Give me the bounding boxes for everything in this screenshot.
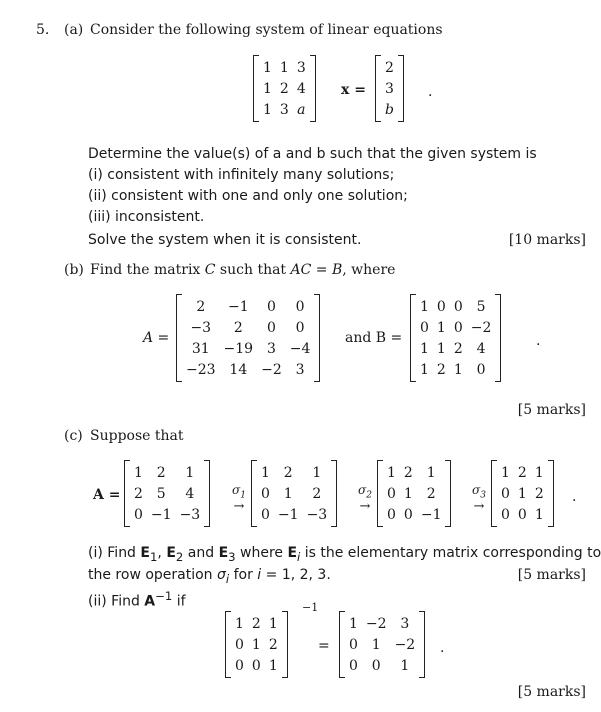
matrix-row [130, 483, 204, 504]
part-a-marks: [10 marks] [508, 232, 586, 248]
eq-period: . [428, 84, 433, 100]
part-c-ii-marks: [5 marks] [517, 684, 586, 700]
matrix-cell: 31 [191, 340, 210, 357]
matrix-cell: 5 [156, 485, 166, 502]
matrix-cell: 2 [279, 80, 289, 97]
matrix-row [259, 99, 310, 120]
matrix-row [383, 504, 445, 525]
matrix-cell: −4 [289, 340, 311, 357]
inverse-period: . [440, 640, 445, 656]
matrix-row [416, 359, 495, 380]
matrix-cell: 0 [476, 361, 486, 378]
matrix-row [231, 613, 282, 634]
matrix-cell: 14 [229, 361, 248, 378]
matrix-cell: −1 [420, 506, 442, 523]
part-c-i-line2: the row operation $\sigma_i$ for i = 1, 2, 3. [88, 567, 331, 586]
matrix-cell: 1 [263, 59, 272, 76]
matrix-cell: 3 [400, 615, 410, 632]
matrix-cell: 2 [196, 298, 206, 315]
matrix-cell: 4 [185, 485, 195, 502]
matrix-row [381, 78, 398, 99]
matrix-cell: 0 [517, 506, 527, 523]
matrix-cell: 0 [295, 298, 305, 315]
matrix-cell: 0 [453, 298, 463, 315]
matrix-cell: 0 [387, 485, 396, 502]
question-number: 5. [36, 22, 50, 38]
matrix-cell: −3 [306, 506, 328, 523]
matrix-row [416, 338, 495, 359]
matrix-cell: 2 [283, 464, 293, 481]
matrix-cell: 0 [295, 319, 305, 336]
matrix-cell: 1 [371, 636, 381, 653]
matrix-a-label-c: A = [93, 487, 121, 503]
matrix-cell: −2 [394, 636, 416, 653]
matrix-cell: 1 [235, 615, 244, 632]
part-c-i-line1: (i) Find $E_1$, $E_2$ and $E_3$ where $E_i$ is the elementary matrix corresponding to [88, 545, 601, 564]
matrix-cell: −19 [223, 340, 254, 357]
matrix-cell: 0 [387, 506, 396, 523]
matrix-cell: 3 [296, 59, 306, 76]
matrix-cell: 1 [534, 464, 544, 481]
matrix-row [345, 613, 419, 634]
part-b-period: . [536, 333, 541, 349]
matrix-cell: 0 [134, 506, 143, 523]
matrix-b [410, 294, 501, 382]
matrix-cell: 0 [501, 506, 510, 523]
matrix-cell: −1 [150, 506, 172, 523]
matrix-cell: 1 [261, 464, 270, 481]
matrix-cell: 1 [420, 361, 429, 378]
matrix-cell: 2 [453, 340, 463, 357]
matrix-cell: 1 [251, 636, 261, 653]
matrix-cell: 1 [534, 506, 544, 523]
matrix-cell: 4 [296, 80, 306, 97]
matrix-cell: 3 [279, 101, 289, 118]
matrix-row [416, 296, 495, 317]
matrix-cell: 2 [268, 636, 278, 653]
and-b-label: and B = [345, 330, 403, 346]
row-op-2: $\sigma_2$ → [358, 483, 372, 515]
matrix-cell: 3 [266, 340, 276, 357]
part-a-item-1: (i) consistent with infinitely many solutions; [88, 167, 395, 183]
matrix-cell: −2 [365, 615, 387, 632]
matrix-cell: 0 [349, 636, 358, 653]
matrix-row [259, 78, 310, 99]
matrix-row [130, 462, 204, 483]
matrix-row [257, 504, 331, 525]
part-b-label: (b) [64, 262, 84, 278]
matrix-row [497, 504, 548, 525]
row-op-1: $\sigma_1$ → [232, 483, 246, 515]
matrix-cell: 2 [385, 59, 394, 76]
matrix-row [182, 338, 314, 359]
matrix-row [383, 462, 445, 483]
part-c-period: . [572, 489, 577, 505]
matrix-cell: 1 [283, 485, 293, 502]
matrix-cell: 0 [266, 319, 276, 336]
matrix-row [257, 483, 331, 504]
matrix-cell: 2 [403, 464, 413, 481]
part-a-item-2: (ii) consistent with one and only one solution; [88, 188, 408, 204]
matrix-cell: 5 [476, 298, 486, 315]
matrix-cell: 1 [263, 101, 272, 118]
matrix-cell: a [297, 101, 306, 118]
matrix-cell: b [385, 101, 394, 118]
matrix-cell: 1 [501, 464, 510, 481]
row-op-3: $\sigma_3$ → [472, 483, 486, 515]
matrix-row [497, 462, 548, 483]
matrix-cell: 1 [426, 464, 436, 481]
matrix-a-start [124, 460, 210, 527]
inverse-equals: = [318, 638, 330, 654]
matrix-cell: 1 [268, 657, 278, 674]
matrix-row [381, 99, 398, 120]
matrix-cell: −2 [470, 319, 492, 336]
matrix-cell: 0 [266, 298, 276, 315]
part-b-marks: [5 marks] [517, 402, 586, 418]
matrix-cell: 1 [436, 319, 446, 336]
matrix-cell: 1 [312, 464, 322, 481]
matrix-cell: 1 [453, 361, 463, 378]
matrix-cell: −23 [186, 361, 216, 378]
matrix-cell: 0 [420, 319, 429, 336]
part-c-i-marks: [5 marks] [517, 567, 586, 583]
matrix-cell: 1 [420, 340, 429, 357]
inverse-result [339, 611, 425, 678]
matrix-cell: 1 [349, 615, 358, 632]
matrix-cell: 3 [385, 80, 394, 97]
part-a-prompt: Determine the value(s) of a and b such that the given system is [88, 146, 537, 162]
matrix-cell: 1 [420, 298, 429, 315]
part-a-label: (a) [64, 22, 84, 38]
inverse-matrix [225, 611, 288, 678]
matrix-cell: 0 [251, 657, 261, 674]
matrix-cell: 1 [279, 59, 289, 76]
matrix-row [345, 634, 419, 655]
matrix-cell: 0 [453, 319, 463, 336]
matrix-step-3 [491, 460, 554, 527]
matrix-cell: 2 [134, 485, 143, 502]
matrix-row [497, 483, 548, 504]
part-a-intro: Consider the following system of linear equations [90, 22, 443, 38]
inverse-exponent: −1 [302, 601, 319, 614]
part-a-solve: Solve the system when it is consistent. [88, 232, 362, 248]
matrix-cell: 1 [185, 464, 195, 481]
matrix-cell: 0 [501, 485, 510, 502]
matrix-cell: 0 [403, 506, 413, 523]
matrix-row [257, 462, 331, 483]
matrix-cell: 1 [134, 464, 143, 481]
part-b-intro: Find the matrix C such that AC = B, where [90, 262, 396, 278]
matrix-cell: 0 [371, 657, 381, 674]
matrix-cell: 2 [312, 485, 322, 502]
matrix-cell: 2 [517, 464, 527, 481]
coef-matrix [253, 55, 316, 122]
matrix-cell: 1 [268, 615, 278, 632]
matrix-a-label: A = [143, 330, 170, 346]
matrix-row [182, 317, 314, 338]
matrix-row [231, 634, 282, 655]
matrix-cell: 2 [233, 319, 243, 336]
rhs-vector [375, 55, 404, 122]
matrix-cell: −2 [261, 361, 282, 378]
matrix-row [130, 504, 204, 525]
matrix-cell: 1 [387, 464, 396, 481]
matrix-cell: 0 [436, 298, 446, 315]
matrix-cell: −3 [190, 319, 212, 336]
matrix-cell: 2 [534, 485, 544, 502]
matrix-row [383, 483, 445, 504]
matrix-cell: −3 [179, 506, 201, 523]
matrix-cell: 0 [261, 485, 270, 502]
matrix-step-1 [251, 460, 337, 527]
matrix-step-2 [377, 460, 451, 527]
matrix-row [259, 57, 310, 78]
matrix-cell: 1 [263, 80, 272, 97]
matrix-cell: 2 [426, 485, 436, 502]
var-eq: x = [341, 82, 366, 98]
matrix-cell: 1 [403, 485, 413, 502]
matrix-a [176, 294, 320, 382]
matrix-cell: 2 [251, 615, 261, 632]
matrix-row [345, 655, 419, 676]
part-c-label: (c) [64, 428, 83, 444]
matrix-cell: 1 [400, 657, 410, 674]
part-c-ii-line: (ii) Find $A^{-1}$ if [88, 589, 186, 610]
matrix-cell: 4 [476, 340, 486, 357]
matrix-cell: 0 [235, 636, 244, 653]
matrix-row [182, 296, 314, 317]
part-a-item-3: (iii) inconsistent. [88, 209, 205, 225]
matrix-cell: 1 [436, 340, 446, 357]
matrix-cell: 1 [517, 485, 527, 502]
matrix-row [182, 359, 314, 380]
matrix-row [416, 317, 495, 338]
matrix-cell: −1 [277, 506, 299, 523]
matrix-cell: 2 [436, 361, 446, 378]
matrix-cell: 0 [235, 657, 244, 674]
matrix-cell: 0 [261, 506, 270, 523]
matrix-cell: 2 [156, 464, 166, 481]
matrix-cell: 0 [349, 657, 358, 674]
matrix-cell: −1 [228, 298, 249, 315]
matrix-row [231, 655, 282, 676]
matrix-row [381, 57, 398, 78]
matrix-cell: 3 [295, 361, 305, 378]
part-c-intro: Suppose that [90, 428, 184, 444]
